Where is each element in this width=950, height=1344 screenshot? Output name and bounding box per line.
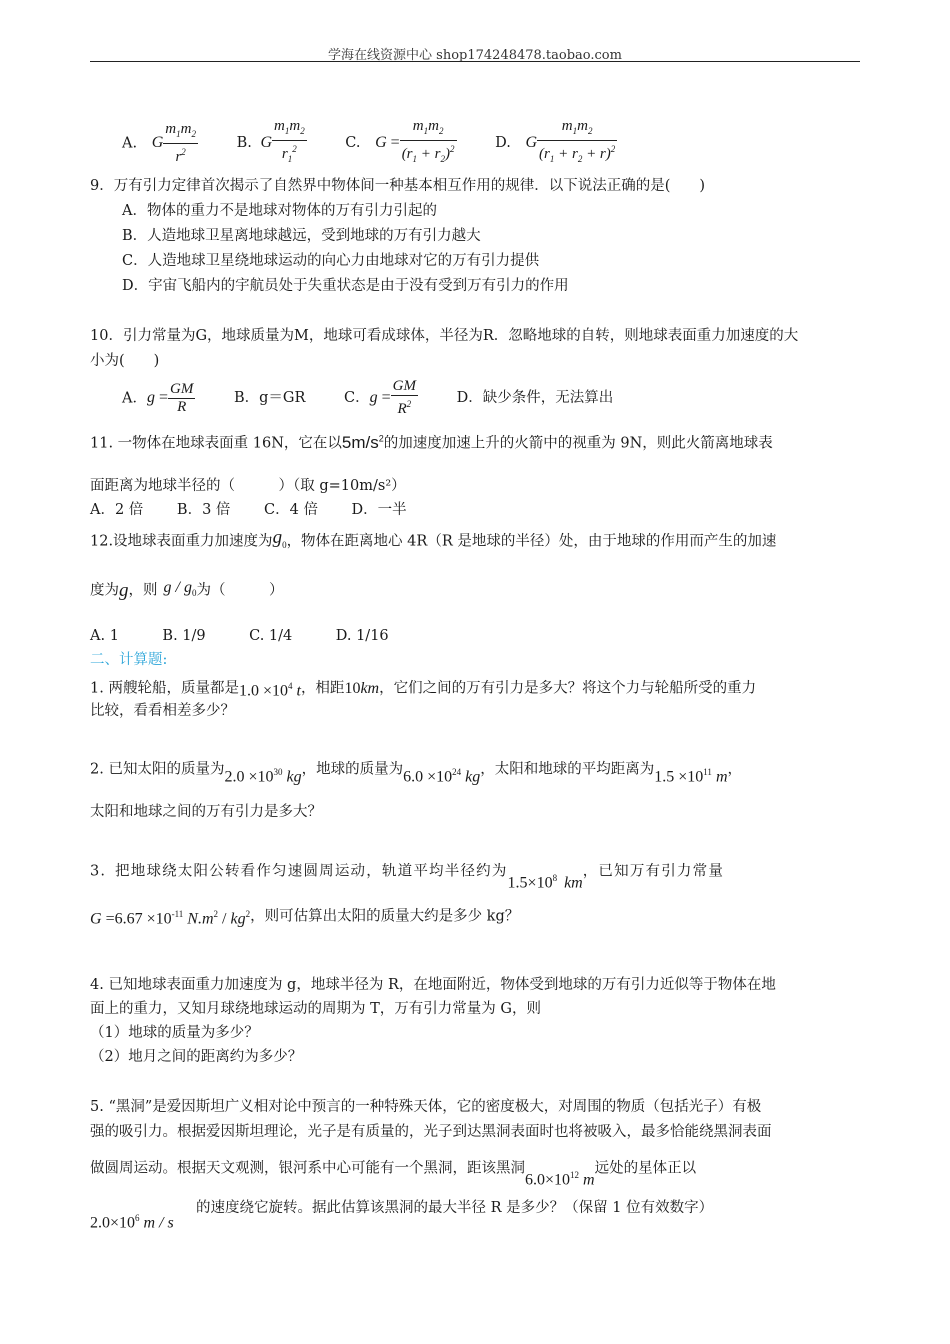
calc3-line2: $G =6.67 \times 10^{-11}$ $N.m^2 / kg^2$，则可估算出太阳的质量大约是多少 kg？ [90, 908, 520, 928]
q11-acceleration: $5m/s^2$ [341, 432, 384, 452]
q8-options [122, 118, 617, 168]
calc5-line4: 的速度绕它旋转。据此估算该黑洞的最大半径 R 是多少？（保留 1 位有效数字） [196, 1200, 714, 1216]
calc1-line2: 比较，看看相差多少？ [90, 703, 235, 719]
calc5-line3: 做圆周运动。根据天文观测，银河系中心可能有一个黑洞，距该黑洞$6.0\times 10^{12}$ m远处的星体正以 [90, 1160, 697, 1189]
calc5-line2: 强的吸引力。根据爱因斯坦理论，光子是有质量的，光子到达黑洞表面时也将被吸入，最多恰能绕黑洞表面 [90, 1124, 772, 1140]
calc2-line1: 2. 已知太阳的质量为$2.0 \times 10^{30}$ kg，地球的质量为$6.0 \times 10^{24}$ kg，太阳和地球的平均距离为$1.5 \times 10^{11}$ m， [90, 761, 742, 786]
header-rule [90, 61, 860, 62]
calc4-part2: （2）地月之间的距离约为多少？ [90, 1049, 303, 1065]
q9-option-a: A．物体的重力不是地球对物体的万有引力引起的 [122, 203, 437, 219]
q11-stem-line1: 11. 一物体在地球表面重 16N，它在以$5m/s^2$的加速度加速上升的火箭中的视重为 9N，则此火箭离地球表 [90, 432, 773, 452]
q10-stem-line2: 小为( ) [90, 353, 160, 369]
q9-option-d: D．宇宙飞船内的宇航员处于失重状态是由于没有受到万有引力的作用 [122, 278, 569, 294]
q10-option-a: A．g = $\frac{GM}{R}$ [122, 380, 194, 415]
calc2-line2: 太阳和地球之间的万有引力是多大？ [90, 804, 322, 820]
q10-option-b: B．g＝GR [233, 390, 306, 406]
section-title-calculation: 二、计算题: [90, 652, 168, 668]
q10-stem-line1: 10．引力常量为G，地球质量为M，地球可看成球体，半径为R．忽略地球的自转，则地球表面重力加速度的大 [90, 328, 799, 344]
q12-options: A. 1 B. 1/9 C. 1/4 D. 1/16 [90, 628, 389, 644]
calc4-line1: 4. 已知地球表面重力加速度为 g，地球半径为 R，在地面附近，物体受到地球的万有引力近似等于物体在地 [90, 977, 776, 993]
q12-stem-line1: 12.设地球表面重力加速度为$g_0$，物体在距离地心 4R（R 是地球的半径）处，由于地球的作用而产生的加速 [90, 527, 777, 550]
q10-option-d: D．缺少条件，无法算出 [456, 390, 614, 406]
page-header: 学海在线资源中心 shop174248478.taobao.com [328, 48, 622, 63]
q8-option-b: B. G $\frac{m_1m_2}{r_1^2}$ [236, 118, 305, 164]
q10-option-c: C．g = $\frac{GM}{R^2}$ [344, 378, 416, 417]
q11-stem-line2: 面距离为地球半径的（ ）（取 g=10m/s²） [90, 478, 406, 494]
calc3-line1: 3. 把地球绕太阳公转看作匀速圆周运动，轨道平均半径约为$1.5\times 10^8$ km，已知万有引力常量 [90, 863, 725, 892]
calc5-line4-value: $2.0\times 10^6$ m / s [90, 1213, 174, 1232]
q9-stem: 9．万有引力定律首次揭示了自然界中物体间一种基本相互作用的规律．以下说法正确的是( ) [90, 178, 706, 194]
q10-options [122, 378, 613, 418]
q11-options: A．2 倍 B．3 倍 C．4 倍 D．一半 [90, 502, 407, 518]
calc5-line1: 5. “黑洞”是爱因斯坦广义相对论中预言的一种特殊天体，它的密度极大，对周围的物质（包括光子）有极 [90, 1099, 762, 1115]
q8-option-d: D. G $\frac{m_1m_2}{(r_1 + r_2 + r)^2}$ [495, 118, 616, 164]
q9-option-c: C．人造地球卫星绕地球运动的向心力由地球对它的万有引力提供 [122, 253, 540, 269]
calc4-part1: （1）地球的质量为多少？ [90, 1025, 259, 1041]
q9-option-b: B．人造地球卫星离地球越远，受到地球的万有引力越大 [122, 228, 481, 244]
q8-option-a: A. G $\frac{m_1m_2}{r^2}$ [122, 120, 196, 165]
q12-stem-line2: 度为g，则 g / $g_0$为（ ） [90, 579, 284, 601]
q8-option-c: C. G = $\frac{m_1m_2}{(r_1 + r_2)^2}$ [345, 118, 455, 164]
calc1-line1: 1. 两艘轮船，质量都是$1.0 \times 10^4$ t，相距10km，它们之间的万有引力是多大？将这个力与轮船所受的重力 [90, 679, 757, 700]
calc4-line2: 面上的重力，又知月球绕地球运动的周期为 T，万有引力常量为 G，则 [90, 1001, 541, 1017]
